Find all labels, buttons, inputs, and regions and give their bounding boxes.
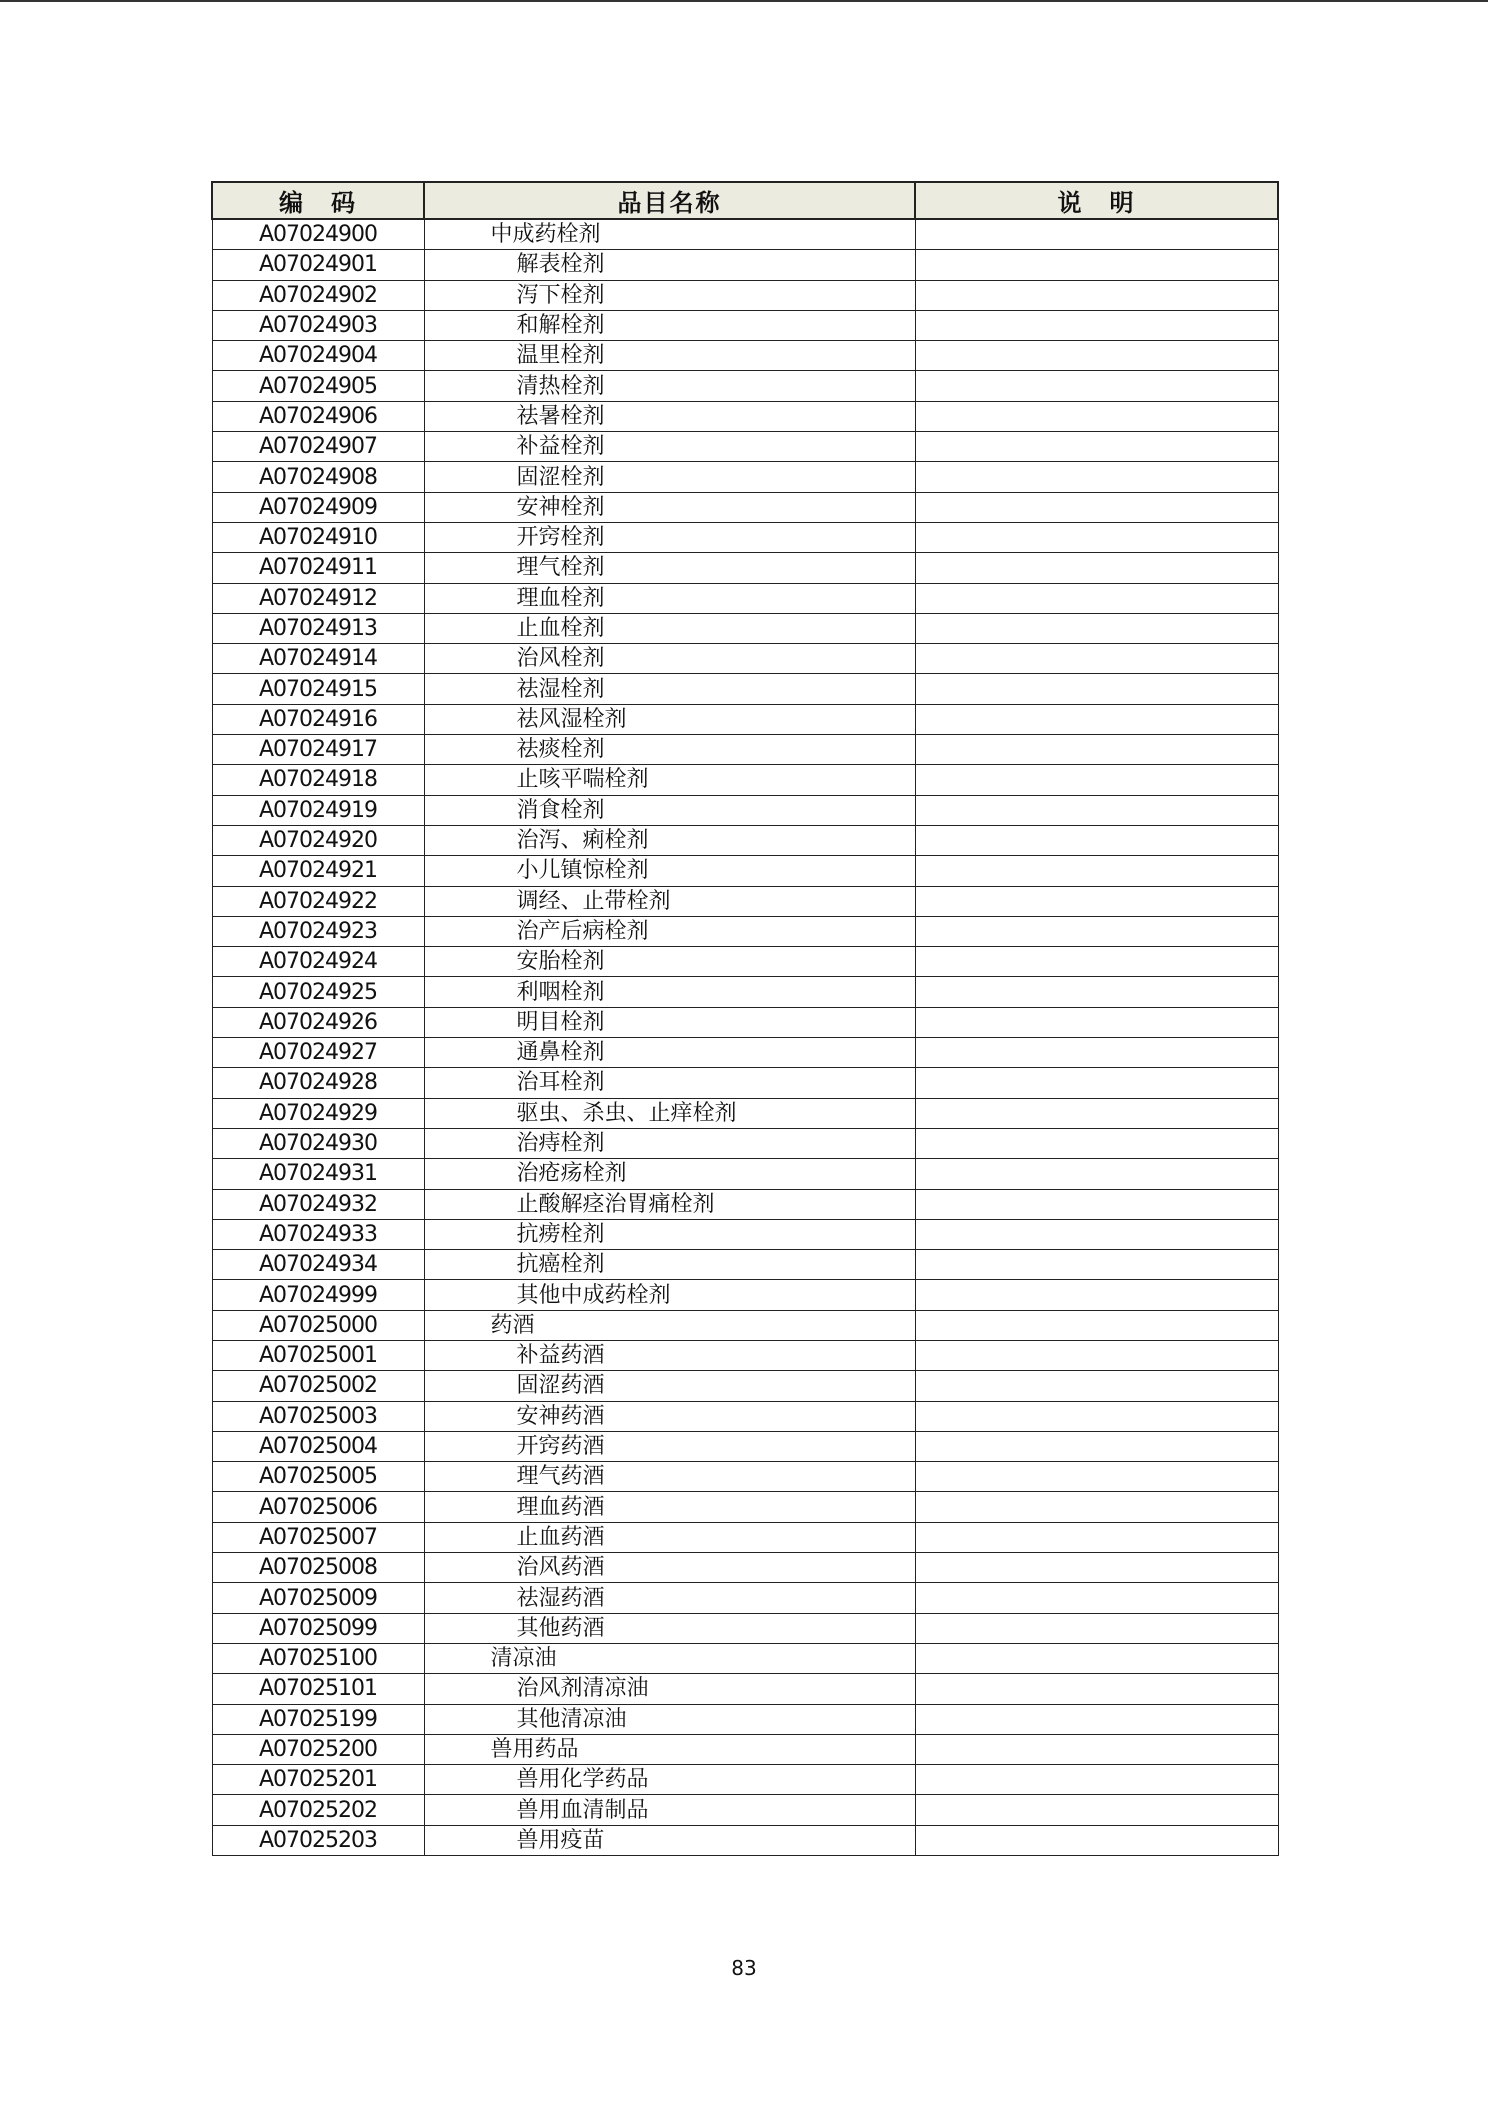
table-row <box>212 1159 1278 1189</box>
table-row <box>212 947 1278 977</box>
item-code: A07025202 <box>212 1795 424 1825</box>
item-name: 止酸解痉治胃痛栓剂 <box>424 1189 915 1219</box>
item-note <box>915 1765 1278 1795</box>
table-row <box>212 1340 1278 1370</box>
item-name: 固涩栓剂 <box>424 462 915 492</box>
header-name: 品目名称 <box>424 182 915 219</box>
item-name: 治痔栓剂 <box>424 1128 915 1158</box>
item-note <box>915 1492 1278 1522</box>
item-code: A07024921 <box>212 856 424 886</box>
item-note <box>915 1613 1278 1643</box>
table-row <box>212 1734 1278 1764</box>
item-name: 驱虫、杀虫、止痒栓剂 <box>424 1098 915 1128</box>
item-name: 祛湿栓剂 <box>424 674 915 704</box>
item-note <box>915 1462 1278 1492</box>
table-row <box>212 462 1278 492</box>
item-name: 理气栓剂 <box>424 553 915 583</box>
item-name: 兽用疫苗 <box>424 1825 915 1855</box>
table-row <box>212 280 1278 310</box>
item-note <box>915 401 1278 431</box>
page-number: 83 <box>731 1956 757 1980</box>
table-row <box>212 553 1278 583</box>
table-row <box>212 371 1278 401</box>
item-note <box>915 1068 1278 1098</box>
table-row <box>212 674 1278 704</box>
item-code: A07025007 <box>212 1522 424 1552</box>
table-row <box>212 1098 1278 1128</box>
table-row <box>212 1492 1278 1522</box>
item-name: 开窍栓剂 <box>424 522 915 552</box>
item-name: 治泻、痢栓剂 <box>424 825 915 855</box>
item-note <box>915 1583 1278 1613</box>
item-code: A07024901 <box>212 250 424 280</box>
table-row <box>212 1674 1278 1704</box>
item-note <box>915 553 1278 583</box>
item-note <box>915 522 1278 552</box>
table-row <box>212 977 1278 1007</box>
item-name: 泻下栓剂 <box>424 280 915 310</box>
item-code: A07024912 <box>212 583 424 613</box>
item-note <box>915 492 1278 522</box>
item-name: 治疮疡栓剂 <box>424 1159 915 1189</box>
table-row <box>212 1401 1278 1431</box>
item-code: A07025100 <box>212 1643 424 1673</box>
item-note <box>915 341 1278 371</box>
item-code: A07024934 <box>212 1250 424 1280</box>
item-code: A07024925 <box>212 977 424 1007</box>
table-row <box>212 583 1278 613</box>
item-code: A07025002 <box>212 1371 424 1401</box>
item-code: A07024900 <box>212 219 424 250</box>
item-code: A07024928 <box>212 1068 424 1098</box>
item-name: 其他中成药栓剂 <box>424 1280 915 1310</box>
table-row <box>212 704 1278 734</box>
table-row <box>212 886 1278 916</box>
table-row <box>212 1522 1278 1552</box>
item-name: 止咳平喘栓剂 <box>424 765 915 795</box>
item-code: A07024907 <box>212 432 424 462</box>
item-name: 兽用血清制品 <box>424 1795 915 1825</box>
table-row <box>212 765 1278 795</box>
table-row <box>212 1613 1278 1643</box>
item-name: 治产后病栓剂 <box>424 916 915 946</box>
item-note <box>915 250 1278 280</box>
item-name: 开窍药酒 <box>424 1431 915 1461</box>
table-row <box>212 250 1278 280</box>
item-name: 祛湿药酒 <box>424 1583 915 1613</box>
table-row <box>212 1068 1278 1098</box>
table-row <box>212 856 1278 886</box>
item-code: A07025199 <box>212 1704 424 1734</box>
item-name: 解表栓剂 <box>424 250 915 280</box>
item-note <box>915 583 1278 613</box>
item-code: A07024920 <box>212 825 424 855</box>
table-row <box>212 1825 1278 1855</box>
item-name: 祛暑栓剂 <box>424 401 915 431</box>
item-code: A07024908 <box>212 462 424 492</box>
table-row <box>212 492 1278 522</box>
table-row <box>212 341 1278 371</box>
table-row <box>212 1553 1278 1583</box>
table-row <box>212 1310 1278 1340</box>
table-row <box>212 1765 1278 1795</box>
item-code: A07024915 <box>212 674 424 704</box>
item-name: 和解栓剂 <box>424 310 915 340</box>
table-row <box>212 916 1278 946</box>
item-code: A07024918 <box>212 765 424 795</box>
table-row <box>212 1007 1278 1037</box>
item-note <box>915 462 1278 492</box>
item-name: 其他清凉油 <box>424 1704 915 1734</box>
item-name: 补益药酒 <box>424 1340 915 1370</box>
table-body <box>212 219 1278 1856</box>
item-note <box>915 1401 1278 1431</box>
item-code: A07025005 <box>212 1462 424 1492</box>
table-row <box>212 735 1278 765</box>
item-code: A07025000 <box>212 1310 424 1340</box>
item-note <box>915 1250 1278 1280</box>
table-row <box>212 1704 1278 1734</box>
item-name: 清热栓剂 <box>424 371 915 401</box>
table-row <box>212 401 1278 431</box>
item-note <box>915 1371 1278 1401</box>
table-row <box>212 1795 1278 1825</box>
item-name: 理气药酒 <box>424 1462 915 1492</box>
table-row <box>212 1280 1278 1310</box>
item-name: 止血栓剂 <box>424 613 915 643</box>
item-code: A07024932 <box>212 1189 424 1219</box>
header-note: 说 明 <box>915 182 1278 219</box>
item-code: A07025004 <box>212 1431 424 1461</box>
item-code: A07024903 <box>212 310 424 340</box>
item-name: 温里栓剂 <box>424 341 915 371</box>
item-name: 补益栓剂 <box>424 432 915 462</box>
item-code: A07024914 <box>212 644 424 674</box>
table-row <box>212 1219 1278 1249</box>
item-code: A07024913 <box>212 613 424 643</box>
item-name: 利咽栓剂 <box>424 977 915 1007</box>
item-note <box>915 1128 1278 1158</box>
item-name: 兽用药品 <box>424 1734 915 1764</box>
item-code: A07025200 <box>212 1734 424 1764</box>
item-note <box>915 1280 1278 1310</box>
item-note <box>915 795 1278 825</box>
item-note <box>915 947 1278 977</box>
table-row <box>212 1128 1278 1158</box>
item-name: 通鼻栓剂 <box>424 1038 915 1068</box>
table-row <box>212 310 1278 340</box>
table-row <box>212 1431 1278 1461</box>
item-note <box>915 1643 1278 1673</box>
item-note <box>915 886 1278 916</box>
item-note <box>915 704 1278 734</box>
item-name: 清凉油 <box>424 1643 915 1673</box>
table-row <box>212 432 1278 462</box>
item-name: 治风栓剂 <box>424 644 915 674</box>
item-code: A07025101 <box>212 1674 424 1704</box>
item-note <box>915 1704 1278 1734</box>
table-row <box>212 1189 1278 1219</box>
item-note <box>915 1159 1278 1189</box>
item-name: 理血栓剂 <box>424 583 915 613</box>
table-row <box>212 1250 1278 1280</box>
table-row <box>212 1371 1278 1401</box>
item-code: A07025006 <box>212 1492 424 1522</box>
item-code: A07024919 <box>212 795 424 825</box>
item-note <box>915 1825 1278 1855</box>
item-note <box>915 1098 1278 1128</box>
item-note <box>915 1795 1278 1825</box>
item-note <box>915 1431 1278 1461</box>
catalog-table <box>211 181 1279 1856</box>
item-note <box>915 310 1278 340</box>
item-note <box>915 856 1278 886</box>
item-name: 固涩药酒 <box>424 1371 915 1401</box>
table-row <box>212 1038 1278 1068</box>
item-name: 祛痰栓剂 <box>424 735 915 765</box>
item-name: 抗癌栓剂 <box>424 1250 915 1280</box>
table-row <box>212 522 1278 552</box>
item-note <box>915 371 1278 401</box>
item-name: 小儿镇惊栓剂 <box>424 856 915 886</box>
item-note <box>915 674 1278 704</box>
item-name: 其他药酒 <box>424 1613 915 1643</box>
item-name: 安胎栓剂 <box>424 947 915 977</box>
item-code: A07024917 <box>212 735 424 765</box>
table-row <box>212 1462 1278 1492</box>
item-code: A07025008 <box>212 1553 424 1583</box>
item-note <box>915 1007 1278 1037</box>
item-note <box>915 765 1278 795</box>
item-code: A07025001 <box>212 1340 424 1370</box>
item-name: 药酒 <box>424 1310 915 1340</box>
item-note <box>915 280 1278 310</box>
item-note <box>915 825 1278 855</box>
item-code: A07024931 <box>212 1159 424 1189</box>
item-note <box>915 1553 1278 1583</box>
item-name: 安神药酒 <box>424 1401 915 1431</box>
item-note <box>915 1674 1278 1704</box>
item-code: A07024927 <box>212 1038 424 1068</box>
table-row <box>212 1583 1278 1613</box>
item-code: A07024999 <box>212 1280 424 1310</box>
table-row <box>212 825 1278 855</box>
item-note <box>915 735 1278 765</box>
item-code: A07024910 <box>212 522 424 552</box>
item-name: 治风剂清凉油 <box>424 1674 915 1704</box>
item-name: 止血药酒 <box>424 1522 915 1552</box>
item-note <box>915 1219 1278 1249</box>
table-row <box>212 795 1278 825</box>
item-name: 明目栓剂 <box>424 1007 915 1037</box>
item-code: A07024926 <box>212 1007 424 1037</box>
item-code: A07024909 <box>212 492 424 522</box>
item-name: 治耳栓剂 <box>424 1068 915 1098</box>
item-note <box>915 1522 1278 1552</box>
item-name: 兽用化学药品 <box>424 1765 915 1795</box>
item-name: 消食栓剂 <box>424 795 915 825</box>
item-code: A07024930 <box>212 1128 424 1158</box>
item-code: A07024933 <box>212 1219 424 1249</box>
table-row <box>212 1643 1278 1673</box>
item-code: A07025009 <box>212 1583 424 1613</box>
item-note <box>915 1189 1278 1219</box>
header-code: 编 码 <box>212 182 424 219</box>
item-name: 祛风湿栓剂 <box>424 704 915 734</box>
item-note <box>915 916 1278 946</box>
item-note <box>915 613 1278 643</box>
item-name: 安神栓剂 <box>424 492 915 522</box>
item-code: A07024929 <box>212 1098 424 1128</box>
item-name: 抗痨栓剂 <box>424 1219 915 1249</box>
item-code: A07025003 <box>212 1401 424 1431</box>
item-name: 理血药酒 <box>424 1492 915 1522</box>
item-note <box>915 1310 1278 1340</box>
item-note <box>915 1038 1278 1068</box>
item-code: A07024902 <box>212 280 424 310</box>
item-note <box>915 977 1278 1007</box>
item-code: A07024922 <box>212 886 424 916</box>
table-row <box>212 613 1278 643</box>
item-name: 治风药酒 <box>424 1553 915 1583</box>
item-note <box>915 1340 1278 1370</box>
item-note <box>915 432 1278 462</box>
item-code: A07025099 <box>212 1613 424 1643</box>
item-code: A07024924 <box>212 947 424 977</box>
item-code: A07024916 <box>212 704 424 734</box>
table-header-row <box>212 182 1278 219</box>
item-code: A07024911 <box>212 553 424 583</box>
item-code: A07024923 <box>212 916 424 946</box>
item-name: 调经、止带栓剂 <box>424 886 915 916</box>
item-code: A07025201 <box>212 1765 424 1795</box>
item-code: A07024904 <box>212 341 424 371</box>
item-note <box>915 1734 1278 1764</box>
item-name: 中成药栓剂 <box>424 219 915 250</box>
table-row <box>212 644 1278 674</box>
item-note <box>915 219 1278 250</box>
item-code: A07024906 <box>212 401 424 431</box>
table-row <box>212 219 1278 250</box>
item-code: A07024905 <box>212 371 424 401</box>
item-note <box>915 644 1278 674</box>
item-code: A07025203 <box>212 1825 424 1855</box>
top-border <box>0 0 1488 2</box>
